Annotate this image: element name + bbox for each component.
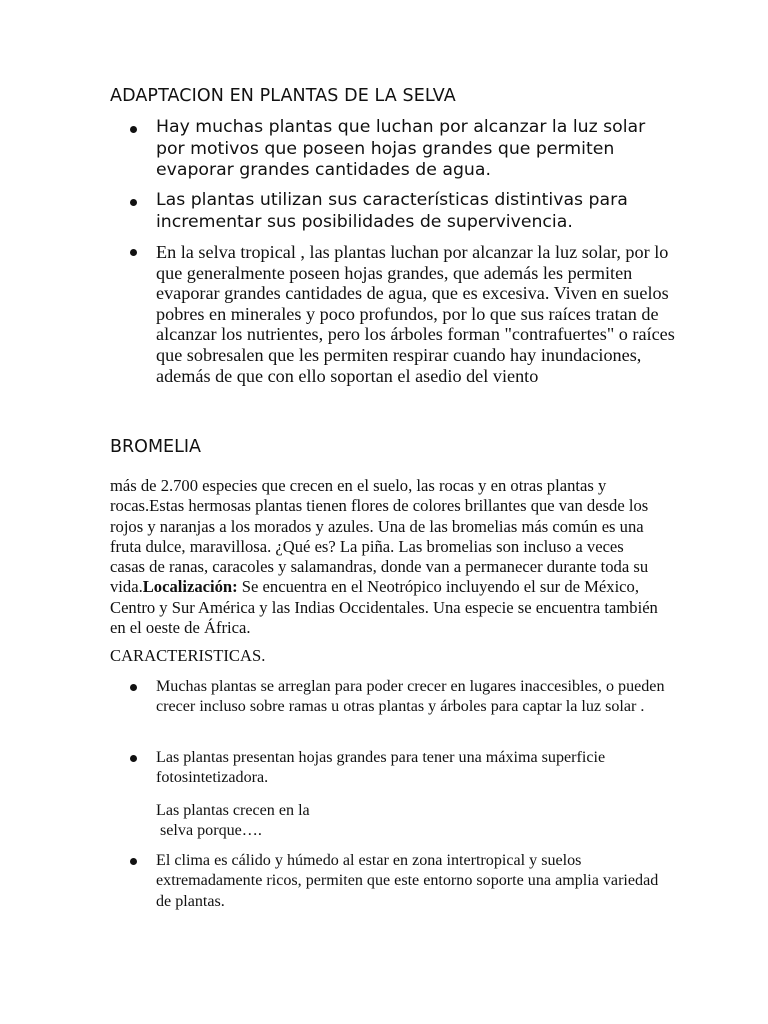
bullet-icon bbox=[130, 126, 137, 133]
location-label: Localización: bbox=[142, 577, 238, 597]
bromelia-location-text: Se encuentra en el Neotrópico incluyendo el sur de México, Centro y Sur América y las Indias Occidentales. Una especie se encuentra también en el oeste de África. bbox=[110, 577, 658, 638]
page-title: ADAPTACION EN PLANTAS DE LA SELVA bbox=[110, 86, 456, 106]
list-item-text: Las plantas utilizan sus características distintivas para incrementar sus posibilidades de supervivencia. bbox=[156, 190, 628, 232]
bromelia-paragraph bbox=[110, 476, 660, 638]
bullet-icon bbox=[130, 755, 137, 762]
section-heading-bromelia: BROMELIA bbox=[110, 437, 201, 457]
list-item-text: En la selva tropical , las plantas luchan por alcanzar la luz solar, por lo que generalmente poseen hojas grandes, que además les permiten evaporar grandes cantidades de agua, que es excesiva. Viven en suelos pobres en minerales y poco profundos, por lo que sus raíces tratan de alcanzar los nutrientes, pero los árboles forman "contrafuertes" o raíces que sobresalen que les permiten respirar cuando hay inundaciones, además de que con ello soportan el asedio del viento bbox=[156, 242, 675, 386]
list-item-text: Hay muchas plantas que luchan por alcanzar la luz solar por motivos que poseen hojas grandes que permiten evaporar grandes cantidades de agua. bbox=[156, 117, 646, 180]
bullet-icon bbox=[130, 249, 137, 256]
list-item-text: Muchas plantas se arreglan para poder crecer en lugares inaccesibles, o pueden crecer incluso sobre ramas u otras plantas y árboles para captar la luz solar . bbox=[156, 678, 665, 716]
bullet-icon bbox=[130, 199, 137, 206]
section-heading-caracteristicas: CARACTERISTICAS. bbox=[110, 646, 266, 665]
list-item-text: Las plantas presentan hojas grandes para tener una máxima superficie fotosintetizadora. bbox=[156, 749, 606, 787]
bullet-icon bbox=[130, 858, 137, 865]
note-text: Las plantas crecen en la selva porque…. bbox=[156, 802, 310, 840]
bromelia-text: más de 2.700 especies que crecen en el suelo, las rocas y en otras plantas y rocas.Estas hermosas plantas tienen flores de colores brillantes que van desde los rojos y naranjas a los morados y azules. Una de las bromelias más común es una fruta dulce, maravillosa. ¿Qué es? La piña. Las bromelias son incluso a veces casas de ranas, caracoles y salamandras, donde van a permanecer durante toda su vida. bbox=[110, 476, 649, 597]
list-item-text: El clima es cálido y húmedo al estar en zona intertropical y suelos extremadamente ricos, permiten que este entorno soporte una amplia variedad de plantas. bbox=[156, 852, 659, 910]
bullet-icon bbox=[130, 684, 137, 691]
